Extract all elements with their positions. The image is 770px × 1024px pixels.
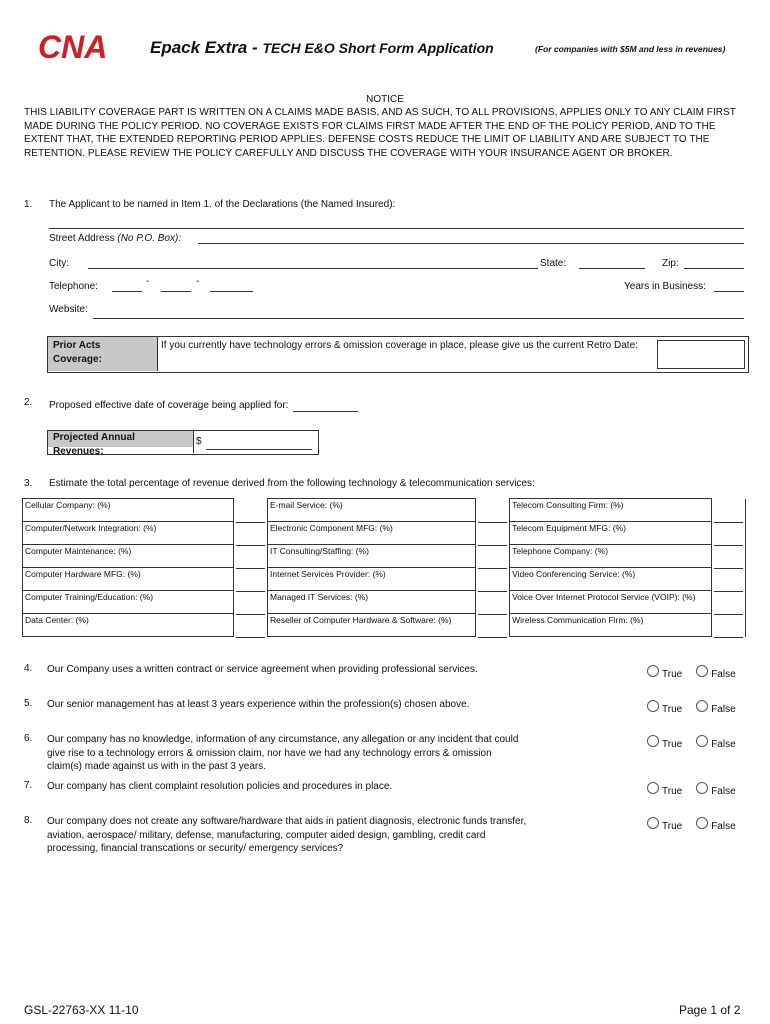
street-field[interactable] [198, 243, 744, 244]
street-label-text: Street Address [49, 233, 118, 244]
false-label: False [711, 703, 736, 715]
true-option[interactable] [647, 669, 682, 680]
service-label: Computer Maintenance: (%) [23, 545, 234, 568]
table-row [23, 568, 746, 591]
revenues-divider [193, 431, 194, 453]
service-label: Reseller of Computer Hardware & Software: (%) [268, 614, 476, 637]
true-false-group [647, 738, 736, 750]
false-option[interactable] [696, 704, 735, 715]
q3-number: 3. [24, 478, 33, 489]
percent-field[interactable] [711, 591, 745, 614]
website-label: Website: [49, 304, 88, 315]
telephone-label: Telephone: [49, 281, 98, 292]
service-label: Computer Training/Education: (%) [23, 591, 234, 614]
false-option[interactable] [696, 786, 735, 797]
percent-field[interactable] [476, 522, 510, 545]
notice-text: THIS LIABILITY COVERAGE PART IS WRITTEN ON A CLAIMS MADE BASIS, AND AS SUCH, TO ALL PROVISIONS, APPLIES ONLY TO ANY CLAIM FIRST MADE DURING THE POLICY PERIOD. NO COVERAGE EXISTS FOR CLAIMS FIRST MADE AFTER THE END OF THE POLICY PERIOD, AND TO THE EXTENT THAT, THE EXTENDED REPORTING PERIOD APPLIES. DEFENSE COSTS REDUCE THE LIMIT OF LIABILITY AND ARE SUBJECT TO THE RETENTION. PLEASE REVIEW THE POLICY CAREFULLY AND DISCUSS THE COVERAGE WITH YOUR INSURANCE AGENT OR BROKER. [24, 107, 736, 159]
service-label: Managed IT Services: (%) [268, 591, 476, 614]
service-label: Internet Services Provider: (%) [268, 568, 476, 591]
retro-date-field[interactable] [657, 340, 745, 369]
zip-label: Zip: [662, 258, 679, 269]
question-number: 6. [24, 733, 33, 744]
question-number: 4. [24, 663, 33, 674]
table-row [23, 499, 746, 522]
cna-logo [38, 30, 124, 64]
prior-acts-label: Prior Acts Coverage: [48, 337, 157, 371]
table-row [23, 614, 746, 637]
true-false-group [647, 785, 736, 797]
question-number: 7. [24, 780, 33, 791]
radio-false-icon[interactable] [696, 700, 708, 712]
form-title [150, 38, 494, 58]
true-label: True [662, 668, 683, 680]
percent-field[interactable] [233, 522, 267, 545]
city-field[interactable] [88, 268, 538, 269]
service-label: Wireless Communication Firm: (%) [510, 614, 712, 637]
q1-number: 1. [24, 199, 33, 210]
radio-false-icon[interactable] [696, 735, 708, 747]
phone-prefix-field[interactable] [161, 291, 191, 292]
notice-heading: NOTICE [366, 94, 404, 105]
percent-field[interactable] [233, 545, 267, 568]
percent-field[interactable] [233, 499, 267, 522]
services-table [22, 498, 746, 637]
percent-field[interactable] [233, 568, 267, 591]
true-label: True [662, 703, 683, 715]
zip-field[interactable] [684, 268, 744, 269]
table-row [23, 522, 746, 545]
revenues-label: Projected Annual Revenues: [48, 431, 193, 447]
false-label: False [711, 785, 736, 797]
table-row [23, 591, 746, 614]
radio-true-icon[interactable] [647, 817, 659, 829]
years-label: Years in Business: [624, 281, 706, 292]
revenues-field[interactable] [206, 449, 312, 450]
true-option[interactable] [647, 786, 682, 797]
false-option[interactable] [696, 669, 735, 680]
radio-true-icon[interactable] [647, 665, 659, 677]
prior-acts-divider [157, 337, 158, 371]
phone-dash-2: - [196, 276, 200, 287]
true-label: True [662, 820, 683, 832]
service-label: Computer Hardware MFG: (%) [23, 568, 234, 591]
state-label: State: [540, 258, 567, 269]
street-label [49, 233, 181, 244]
true-option[interactable] [647, 821, 682, 832]
service-label: Telecom Equipment MFG: (%) [510, 522, 712, 545]
false-option[interactable] [696, 739, 735, 750]
percent-field[interactable] [233, 614, 267, 637]
percent-field[interactable] [711, 545, 745, 568]
title-note: (For companies with $5M and less in revenues) [535, 44, 726, 54]
percent-field[interactable] [476, 568, 510, 591]
street-hint: (No P.O. Box): [117, 233, 182, 244]
years-field[interactable] [714, 291, 744, 292]
radio-true-icon[interactable] [647, 735, 659, 747]
radio-false-icon[interactable] [696, 817, 708, 829]
radio-true-icon[interactable] [647, 782, 659, 794]
question-number: 5. [24, 698, 33, 709]
state-field[interactable] [579, 268, 645, 269]
city-label: City: [49, 258, 69, 269]
named-insured-field[interactable] [49, 228, 744, 229]
q2-number: 2. [24, 397, 33, 408]
percent-field[interactable] [233, 591, 267, 614]
percent-field[interactable] [476, 499, 510, 522]
q3-text: Estimate the total percentage of revenue derived from the following technology & telecommunication services: [49, 478, 535, 489]
page-number: Page 1 of 2 [679, 1003, 741, 1017]
service-label: E-mail Service: (%) [268, 499, 476, 522]
percent-field[interactable] [476, 591, 510, 614]
brand-wordmark: CNA [38, 30, 108, 64]
radio-false-icon[interactable] [696, 782, 708, 794]
true-option[interactable] [647, 704, 682, 715]
question-text: Our company has client complaint resolution policies and procedures in place. [47, 781, 393, 792]
service-label: Cellular Company: (%) [23, 499, 234, 522]
currency-sign: $ [196, 436, 202, 447]
service-label: Telephone Company: (%) [510, 545, 712, 568]
percent-underline [478, 636, 507, 638]
service-label: IT Consulting/Staffing: (%) [268, 545, 476, 568]
phone-dash-1: - [146, 276, 150, 287]
question-text: Our senior management has at least 3 years experience within the profession(s) chosen above. [47, 699, 470, 710]
percent-field[interactable] [476, 614, 510, 637]
false-label: False [711, 668, 736, 680]
false-option[interactable] [696, 821, 735, 832]
true-false-group [647, 703, 736, 715]
percent-field[interactable] [711, 499, 745, 522]
true-option[interactable] [647, 739, 682, 750]
true-label: True [662, 785, 683, 797]
service-label: Video Conferencing Service: (%) [510, 568, 712, 591]
false-label: False [711, 820, 736, 832]
question-text: Our company does not create any software/hardware that aids in patient diagnosis, electronic funds transfer, aviation, aerospace/ military, defense, manufacturing, computer aided design, gambling, credit card processing, financial transcations or security/ emergency services? [47, 816, 527, 854]
table-row [23, 545, 746, 568]
title-sub: TECH E&O Short Form Application [262, 40, 494, 56]
percent-field[interactable] [476, 545, 510, 568]
website-field[interactable] [93, 318, 744, 319]
phone-line-field[interactable] [210, 291, 253, 292]
title-main: Epack Extra - [150, 38, 263, 57]
service-label: Data Center: (%) [23, 614, 234, 637]
effective-date-field[interactable] [293, 411, 358, 412]
question-text: Our company has no knowledge, information of any circumstance, any allegation or any incident that could give rise to a technology errors & omission claim, nor have we had any technology errors & omission claim(s) made against us with in the past 3 years. [47, 734, 519, 772]
radio-true-icon[interactable] [647, 700, 659, 712]
question-text: Our Company uses a written contract or service agreement when providing professional services. [47, 664, 478, 675]
true-label: True [662, 738, 683, 750]
prior-acts-text: If you currently have technology errors & omission coverage in place, please give us the current Retro Date: [161, 340, 638, 351]
q1-text: The Applicant to be named in Item 1. of the Declarations (the Named Insured): [49, 199, 396, 210]
percent-field[interactable] [711, 568, 745, 591]
radio-false-icon[interactable] [696, 665, 708, 677]
percent-field[interactable] [711, 614, 745, 637]
percent-field[interactable] [711, 522, 745, 545]
q2-text: Proposed effective date of coverage being applied for: [49, 400, 289, 411]
percent-underline [714, 636, 743, 638]
question-number: 8. [24, 815, 33, 826]
true-false-group [647, 820, 736, 832]
true-false-group [647, 668, 736, 680]
false-label: False [711, 738, 736, 750]
phone-area-field[interactable] [112, 291, 142, 292]
form-id: GSL-22763-XX 11-10 [24, 1003, 139, 1017]
service-label: Computer/Network Integration: (%) [23, 522, 234, 545]
percent-underline [236, 636, 265, 638]
service-label: Telecom Consulting Firm: (%) [510, 499, 712, 522]
service-label: Voice Over Internet Protocol Service (VOIP): (%) [510, 591, 712, 614]
service-label: Electronic Component MFG: (%) [268, 522, 476, 545]
